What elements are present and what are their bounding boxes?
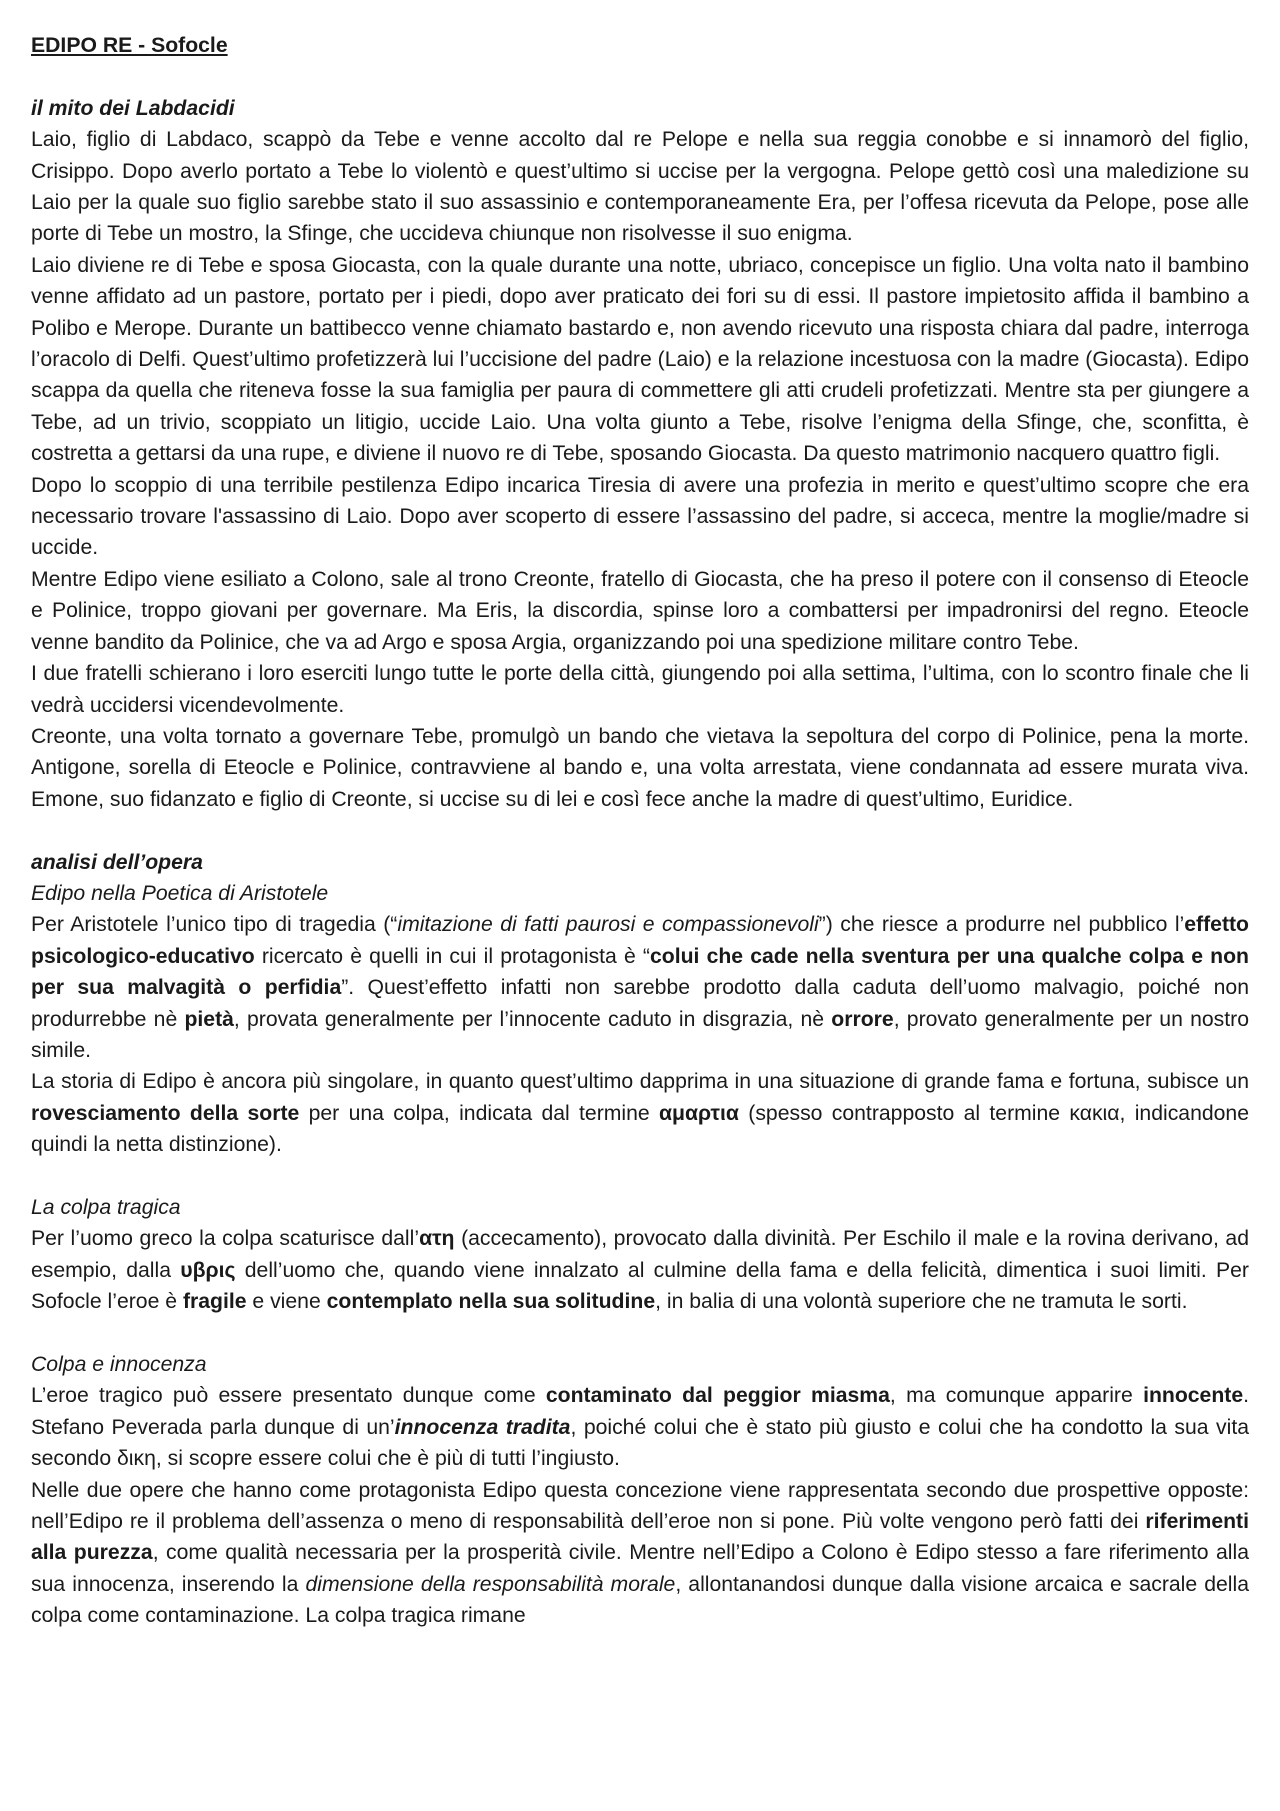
document-title: EDIPO RE - Sofocle xyxy=(31,34,228,57)
bold-run: pietà xyxy=(184,1007,234,1031)
text-run: ”) che riesce a produrre nel pubblico l’ xyxy=(818,913,1185,937)
text-run: . Stefano Peverada parla dunque di un’ xyxy=(31,1384,1250,1439)
spacer xyxy=(31,1161,1249,1192)
text-run: e viene xyxy=(246,1290,327,1314)
subheading-colpa-tragica: La colpa tragica xyxy=(31,1195,181,1219)
paragraph-mito-5: I due fratelli schierano i loro eserciti lungo tutte le porte della città, giungendo poi alla settima, l’ultima, con lo scontro finale che li vedrà uccidersi vicendevolmente. xyxy=(31,662,1249,717)
spacer xyxy=(31,1318,1249,1349)
text-run: dell’uomo che, quando viene innalzato al culmine della fama e della felicità, dimentica i suoi limiti. Per Sofocle l’eroe è xyxy=(31,1258,1249,1314)
text-run: ricercato è quelli in cui il protagonista è “ xyxy=(254,944,650,968)
text-run: , provata generalmente per l’innocente caduto in disgrazia, nè xyxy=(233,1007,832,1031)
bold-run: αμαρτια xyxy=(659,1101,739,1125)
paragraph-mito-4: Mentre Edipo viene esiliato a Colono, sale al trono Creonte, fratello di Giocasta, che ha preso il potere con il consenso di Eteocle e Polinice, troppo giovani per governare. Ma Eris, la discordia, spinse loro a combattersi per impadronirsi del regno. Eteocle venne bandito da Polinice, che va ad Argo e sposa Argia, organizzando poi una spedizione militare contro Tebe. xyxy=(31,567,1249,654)
text-run: ”. Quest’effetto infatti non sarebbe prodotto dalla caduta dell’uomo malvagio, poiché non produrrebbe nè xyxy=(31,976,1249,1031)
bold-run: υβρις xyxy=(180,1258,236,1282)
italic-run: dimensione della responsabilità morale xyxy=(305,1572,676,1596)
bold-run: fragile xyxy=(182,1290,247,1314)
bold-run: ατη xyxy=(419,1227,455,1251)
paragraph-mito-1: Laio, figlio di Labdaco, scappò da Tebe e venne accolto dal re Pelope e nella sua reggia conobbe e si innamorò del figlio, Crisippo. Dopo averlo portato a Tebe lo violentò e quest’ultimo si uccise per la vergogna. Pelope gettò così una maledizione su Laio per la quale suo figlio sarebbe stato il suo assassinio e contemporaneamente Era, per l’offesa ricevuta da Pelope, pose alle porte di Tebe un mostro, la Sfinge, che uccideva chiunque non risolvesse il suo enigma. xyxy=(31,128,1249,246)
bold-run: effetto psicologico-educativo xyxy=(31,913,1249,968)
paragraph-mito-3: Dopo lo scoppio di una terribile pestilenza Edipo incarica Tiresia di avere una profezia in merito e quest’ultimo scopre che era necessario trovare l'assassino di Laio. Dopo aver scoperto di essere l’assassino del padre, si acceca, mentre la moglie/madre si uccide. xyxy=(31,473,1249,560)
paragraph-poetica-2 xyxy=(31,1066,1249,1160)
text-run: Per l’uomo greco la colpa scaturisce dall’ xyxy=(31,1227,420,1251)
bold-run: contaminato dal peggior miasma xyxy=(545,1384,890,1408)
text-run: , provato generalmente per un nostro simile. xyxy=(31,1007,1249,1062)
paragraph-mito-2: Laio diviene re di Tebe e sposa Giocasta, con la quale durante una notte, ubriaco, concepisce un figlio. Una volta nato il bambino venne affidato ad un pastore, portato per i piedi, dopo aver praticato dei fori su di essi. Il pastore impietosito affida il bambino a Polibo e Merope. Durante un battibecco venne chiamato bastardo e, non avendo ricevuto una risposta chiara dal padre, interroga l’oracolo di Delfi. Quest’ultimo profetizzerà lui l’uccisione del padre (Laio) e la relazione incestuosa con la madre (Giocasta). Edipo scappa da quella che riteneva fosse la sua famiglia per paura di commettere gli atti crudeli profetizzati. Mentre sta per giungere a Tebe, ad un trivio, scoppiato un litigio, uccide Laio. Una volta giunto a Tebe, risolve l’enigma della Sfinge, che, sconfitta, è costretta a gettarsi da una rupe, e diviene il nuovo re di Tebe, sposando Giocasta. Da questo matrimonio nacquero quattro figli. xyxy=(31,253,1249,466)
text-run: per una colpa, indicata dal termine xyxy=(299,1101,660,1125)
bold-run: rovesciamento della sorte xyxy=(31,1101,300,1125)
section-heading-analisi: analisi dell’opera xyxy=(31,850,203,874)
text-run: , come qualità necessaria per la prosperità civile. Mentre nell’Edipo a Colono è Edipo stesso a fare riferimento alla sua innocenza, inserendo la xyxy=(31,1541,1249,1596)
text-run: , allontanandosi dunque dalla visione arcaica e sacrale della colpa come contaminazione. La colpa tragica rimane xyxy=(31,1572,1250,1628)
subheading-colpa-innocenza: Colpa e innocenza xyxy=(31,1353,207,1376)
bold-run: colui che cade nella sventura per una qualche colpa e non per sua malvagità o perfidia xyxy=(31,944,1249,1000)
paragraph-innocenza-1 xyxy=(31,1380,1249,1474)
section-heading-mito: il mito dei Labdacidi xyxy=(31,96,235,120)
text-run: L’eroe tragico può essere presentato dunque come xyxy=(31,1384,546,1408)
bold-italic-run xyxy=(395,1416,571,1439)
spacer xyxy=(31,61,1249,92)
paragraph-poetica-1 xyxy=(31,909,1249,1066)
paragraph-innocenza-2 xyxy=(31,1475,1249,1632)
spacer xyxy=(31,815,1249,846)
text-run: Nelle due opere che hanno come protagonista Edipo questa concezione viene rappresentata secondo due prospettive opposte: nell’Edipo re il problema dell’assenza o meno di responsabilità dell’eroe non si pone. Più volte vengono però fatti dei xyxy=(31,1478,1249,1534)
subheading-poetica: Edipo nella Poetica di Aristotele xyxy=(31,881,329,905)
paragraph-colpa-tragica xyxy=(31,1223,1249,1317)
bold-run: innocente xyxy=(1143,1384,1244,1408)
italic-run: imitazione di fatti paurosi e compassionevoli xyxy=(397,913,819,937)
text-run: Per Aristotele l’unico tipo di tragedia (“ xyxy=(31,913,398,937)
text-run: (accecamento), provocato dalla divinità. Per Eschilo il male e la rovina derivano, ad esempio, dalla xyxy=(31,1227,1249,1282)
bold-run: contemplato nella sua solitudine xyxy=(326,1290,656,1314)
bold-run: orrore xyxy=(831,1007,894,1031)
text-run: , poiché colui che è stato più giusto e colui che ha condotto la sua vita secondo δικη, si scopre essere colui che è più di tutti l’ingiusto. xyxy=(31,1415,1249,1471)
text-run: La storia di Edipo è ancora più singolare, in quanto quest’ultimo dapprima in una situazione di grande fama e fortuna, subisce un xyxy=(31,1070,1249,1094)
paragraph-mito-6: Creonte, una volta tornato a governare Tebe, promulgò un bando che vietava la sepoltura del corpo di Polinice, pena la morte. Antigone, sorella di Eteocle e Polinice, contravviene al bando e, una volta arrestata, viene condannata ad essere murata viva. Emone, suo fidanzato e figlio di Creonte, si uccise su di lei e così fece anche la madre di quest’ultimo, Euridice. xyxy=(31,724,1249,811)
text-run: , in balia di una volontà superiore che ne tramuta le sorti. xyxy=(655,1290,1188,1314)
text-run: , ma comunque apparire xyxy=(889,1384,1144,1408)
text-run: (spesso contrapposto al termine κακια, indicandone quindi la netta distinzione). xyxy=(31,1101,1249,1157)
italic-run: innocenza tradita xyxy=(394,1415,571,1439)
bold-run: riferimenti alla purezza xyxy=(31,1510,1249,1565)
